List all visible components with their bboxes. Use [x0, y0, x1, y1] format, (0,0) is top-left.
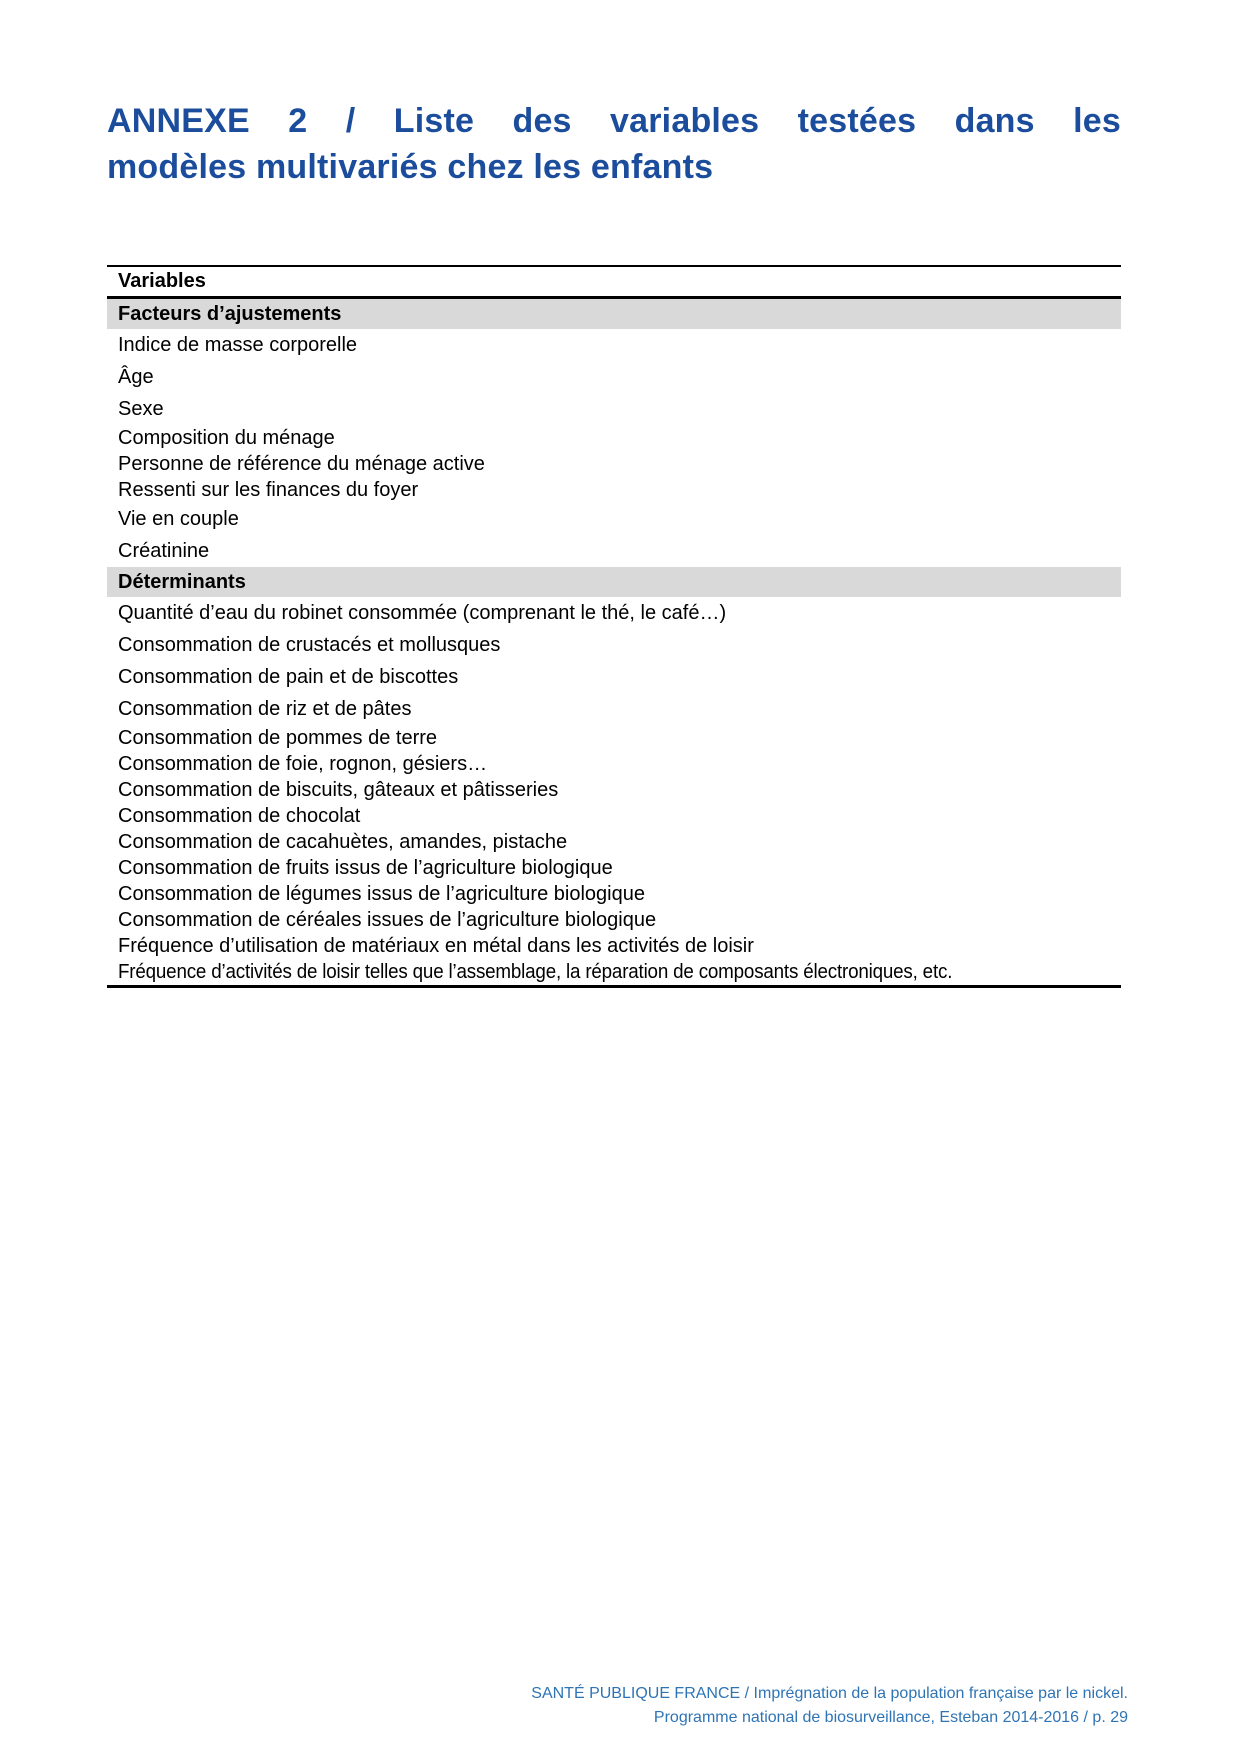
page-footer — [531, 1682, 1128, 1730]
page-title — [107, 98, 1121, 190]
table-row: Vie en couple — [118, 508, 239, 530]
table-row: Consommation de fruits issus de l’agriculture biologique — [118, 857, 613, 879]
table-row: Indice de masse corporelle — [118, 334, 358, 356]
table-row: Consommation de chocolat — [118, 805, 361, 827]
table-row: Âge — [118, 366, 154, 388]
table-row-condensed-text: Fréquence d’activités de loisir telles que l’assemblage, la réparation de composants électroniques, etc. — [118, 961, 953, 983]
table-row: Composition du ménage — [118, 427, 335, 449]
table-row: Quantité d’eau du robinet consommée (comprenant le thé, le café…) — [118, 602, 727, 624]
table-row: Consommation de biscuits, gâteaux et pâtisseries — [118, 779, 559, 801]
table-row: Consommation de céréales issues de l’agriculture biologique — [118, 909, 657, 931]
table-row: Consommation de cacahuètes, amandes, pistache — [118, 831, 568, 853]
table-row — [107, 959, 1121, 985]
table-row: Ressenti sur les finances du foyer — [118, 479, 419, 501]
table-row: Fréquence d’utilisation de matériaux en métal dans les activités de loisir — [118, 935, 754, 957]
table-row: Consommation de légumes issus de l’agriculture biologique — [118, 883, 645, 905]
page-title-line-2: modèles multivariés chez les enfants — [107, 148, 714, 186]
footer-line-2: Programme national de biosurveillance, Esteban 2014-2016 / p. 29 — [653, 1709, 1128, 1726]
section-header-determinants: Déterminants — [107, 567, 1121, 597]
table-row: Créatinine — [118, 540, 210, 562]
footer-line-1: SANTÉ PUBLIQUE FRANCE / Imprégnation de la population française par le nickel. — [531, 1685, 1128, 1702]
table-row: Personne de référence du ménage active — [118, 453, 485, 475]
variables-table — [107, 265, 1121, 988]
table-row: Consommation de pommes de terre — [118, 727, 438, 749]
table-row: Consommation de crustacés et mollusques — [118, 634, 501, 656]
table-row: Consommation de pain et de biscottes — [118, 666, 459, 688]
table-column-header: Variables — [107, 265, 1121, 299]
table-row: Consommation de riz et de pâtes — [118, 698, 412, 720]
section-header-facteurs-ajustements: Facteurs d’ajustements — [107, 299, 1121, 329]
table-row: Sexe — [118, 398, 164, 420]
page-title-line-1: ANNEXE 2 / Liste des variables testées dans les — [107, 102, 1121, 140]
table-row: Consommation de foie, rognon, gésiers… — [118, 753, 488, 775]
